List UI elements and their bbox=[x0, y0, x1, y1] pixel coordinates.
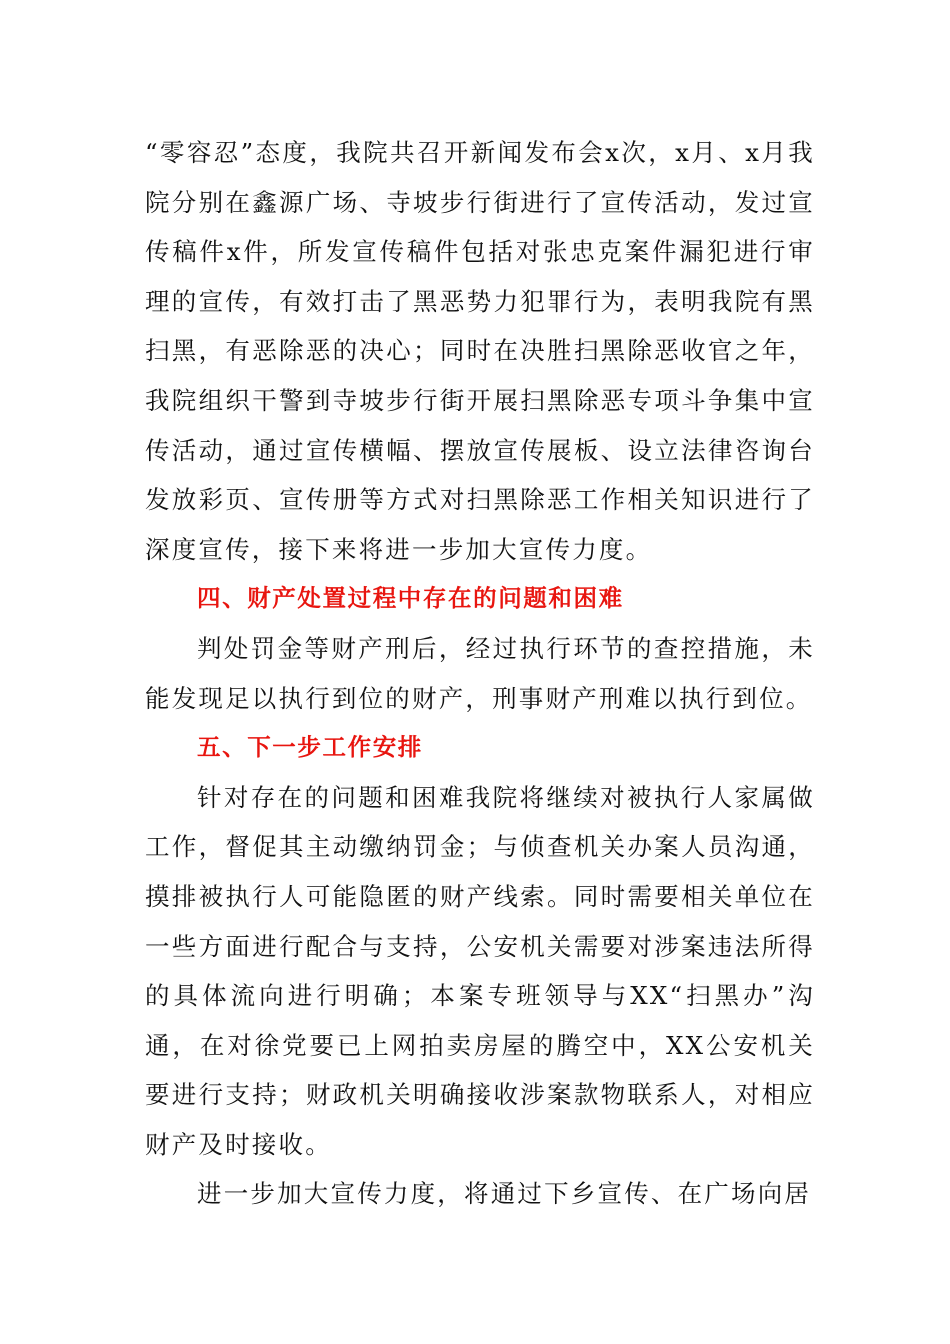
section-four-body: 判处罚金等财产刑后，经过执行环节的查控措施，未能发现足以执行到位的财产，刑事财产刑难以执行到位。 bbox=[145, 633, 815, 713]
paragraph-publicity-continued: “零容忍”态度，我院共召开新闻发布会x次，x月、x月我院分别在鑫源广场、寺坡步行街进行了宣传活动，发过宣传稿件x件，所发宣传稿件包括对张忠克案件漏犯进行审理的宣传，有效打击了黑恶势力犯罪行为，表明我院有黑扫黑，有恶除恶的决心；同时在决胜扫黑除恶收官之年，我院组织干警到寺坡步行街开展扫黑除恶专项斗争集中宣传活动，通过宣传横幅、摆放宣传展板、设立法律咨询台发放彩页、宣传册等方式对扫黑除恶工作相关知识进行了深度宣传，接下来将进一步加大宣传力度。 bbox=[145, 138, 815, 564]
document-body bbox=[145, 128, 815, 1219]
section-five-heading: 五、下一步工作安排 bbox=[197, 733, 423, 762]
section-five-body-1: 针对存在的问题和困难我院将继续对被执行人家属做工作，督促其主动缴纳罚金；与侦查机关办案人员沟通，摸排被执行人可能隐匿的财产线索。同时需要相关单位在一些方面进行配合与支持，公安机关需要对涉案违法所得的具体流向进行明确；本案专班领导与XX“扫黑办”沟通，在对徐党要已上网拍卖房屋的腾空中，XX公安机关要进行支持；财政机关明确接收涉案款物联系人，对相应财产及时接收。 bbox=[145, 782, 815, 1159]
section-four-heading: 四、财产处置过程中存在的问题和困难 bbox=[197, 584, 624, 613]
section-five-body-2: 进一步加大宣传力度，将通过下乡宣传、在广场向居 bbox=[197, 1179, 812, 1209]
